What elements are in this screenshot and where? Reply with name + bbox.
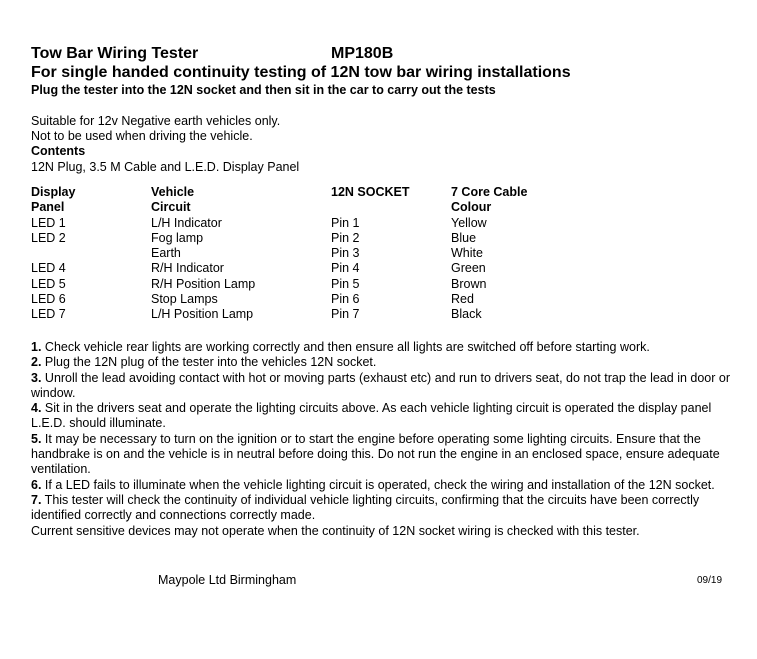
table-header-cell: 7 Core Cable — [451, 185, 528, 199]
contents-text: 12N Plug, 3.5 M Cable and L.E.D. Display Panel — [31, 160, 300, 174]
table-header-cell: 12N SOCKET — [331, 185, 410, 199]
step-item — [31, 355, 731, 370]
step-text: If a LED fails to illuminate when the vehicle lighting circuit is operated, check the wiring and installation of the 12N socket. — [41, 477, 715, 492]
step-text: Sit in the drivers seat and operate the lighting circuits above. As each vehicle lighting circuit is operated the display panel L.E.D. should illuminate. — [31, 401, 712, 431]
table-cell: Pin 6 — [331, 292, 360, 307]
step-text: It may be necessary to turn on the ignition or to start the engine before operating some lighting circuits. Ensure that the handbrake is on and the vehicle is in neutral before doing this. Do not run the engine in an enclosed space, ensure adequate ventilation. — [31, 431, 720, 477]
step-number: 2. — [31, 355, 42, 370]
table-cell: White — [451, 246, 483, 261]
table-cell: LED 6 — [31, 292, 66, 307]
instruction-steps — [31, 340, 731, 539]
step-number: 7. — [31, 492, 42, 507]
step-item — [31, 401, 731, 432]
table-cell: LED 2 — [31, 230, 66, 245]
step-text: Unroll the lead avoiding contact with hot or moving parts (exhaust etc) and run to drivers seat, do not trap the lead in door or window. — [31, 370, 731, 400]
table-cell: Fog lamp — [151, 230, 204, 245]
table-cell: Pin 4 — [331, 261, 360, 276]
step-text: This tester will check the continuity of individual vehicle lighting circuits, confirming that the circuits have been correctly identified correctly and connections correctly made. — [31, 492, 700, 523]
table-cell: Stop Lamps — [151, 292, 218, 307]
table-cell: Yellow — [451, 215, 487, 230]
step-number: 5. — [31, 431, 42, 446]
table-header-cell: Vehicle — [151, 185, 195, 199]
info-voltage: Suitable for 12v Negative earth vehicles only. — [31, 114, 281, 128]
document-instruction: Plug the tester into the 12N socket and then sit in the car to carry out the tests — [31, 83, 496, 97]
step-text: Plug the 12N plug of the tester into the vehicles 12N socket. — [41, 355, 377, 370]
table-cell: LED 4 — [31, 261, 66, 276]
caution-note: Current sensitive devices may not operate when the continuity of 12N socket wiring is checked with this tester. — [31, 523, 640, 538]
table-cell: Brown — [451, 276, 487, 291]
table-header-cell: Panel — [31, 200, 65, 215]
table-header-cell: Circuit — [151, 200, 191, 215]
table-cell: LED 5 — [31, 276, 66, 291]
table-cell: Blue — [451, 230, 477, 245]
step-text: Check vehicle rear lights are working correctly and then ensure all lights are switched off before starting work. — [41, 340, 650, 354]
table-cell: Black — [451, 307, 482, 322]
table-cell: Earth — [151, 246, 181, 261]
table-cell: Pin 5 — [331, 276, 360, 291]
step-number: 4. — [31, 401, 42, 416]
contents-heading: Contents — [31, 144, 86, 158]
info-warning: Not to be used when driving the vehicle. — [31, 129, 253, 143]
table-cell: Green — [451, 261, 486, 276]
step-number: 3. — [31, 370, 42, 385]
step-item — [31, 493, 731, 524]
step-number: 1. — [31, 340, 42, 354]
document-subtitle: For single handed continuity testing of 12N tow bar wiring installations — [31, 64, 571, 81]
table-cell: R/H Position Lamp — [151, 276, 256, 291]
table-cell: Pin 3 — [331, 246, 360, 261]
table-cell: Pin 2 — [331, 230, 360, 245]
table-header-cell: Colour — [451, 200, 492, 215]
table-header-cell: Display — [31, 185, 76, 199]
table-cell: L/H Position Lamp — [151, 307, 254, 322]
table-cell: R/H Indicator — [151, 261, 224, 276]
product-code: MP180B — [331, 45, 394, 62]
step-number: 6. — [31, 477, 42, 492]
document-title: Tow Bar Wiring Tester — [31, 45, 199, 62]
step-item — [31, 371, 731, 402]
table-cell: Pin 1 — [331, 215, 360, 230]
step-item — [31, 478, 731, 493]
step-item — [31, 340, 731, 355]
table-cell: Red — [451, 292, 474, 307]
table-cell: Pin 7 — [331, 307, 360, 322]
footer-company: Maypole Ltd Birmingham — [158, 573, 297, 587]
table-cell: L/H Indicator — [151, 215, 222, 230]
table-cell: LED 1 — [31, 215, 66, 230]
footer-date: 09/19 — [697, 575, 723, 586]
step-item — [31, 432, 731, 478]
table-cell: LED 7 — [31, 307, 66, 322]
